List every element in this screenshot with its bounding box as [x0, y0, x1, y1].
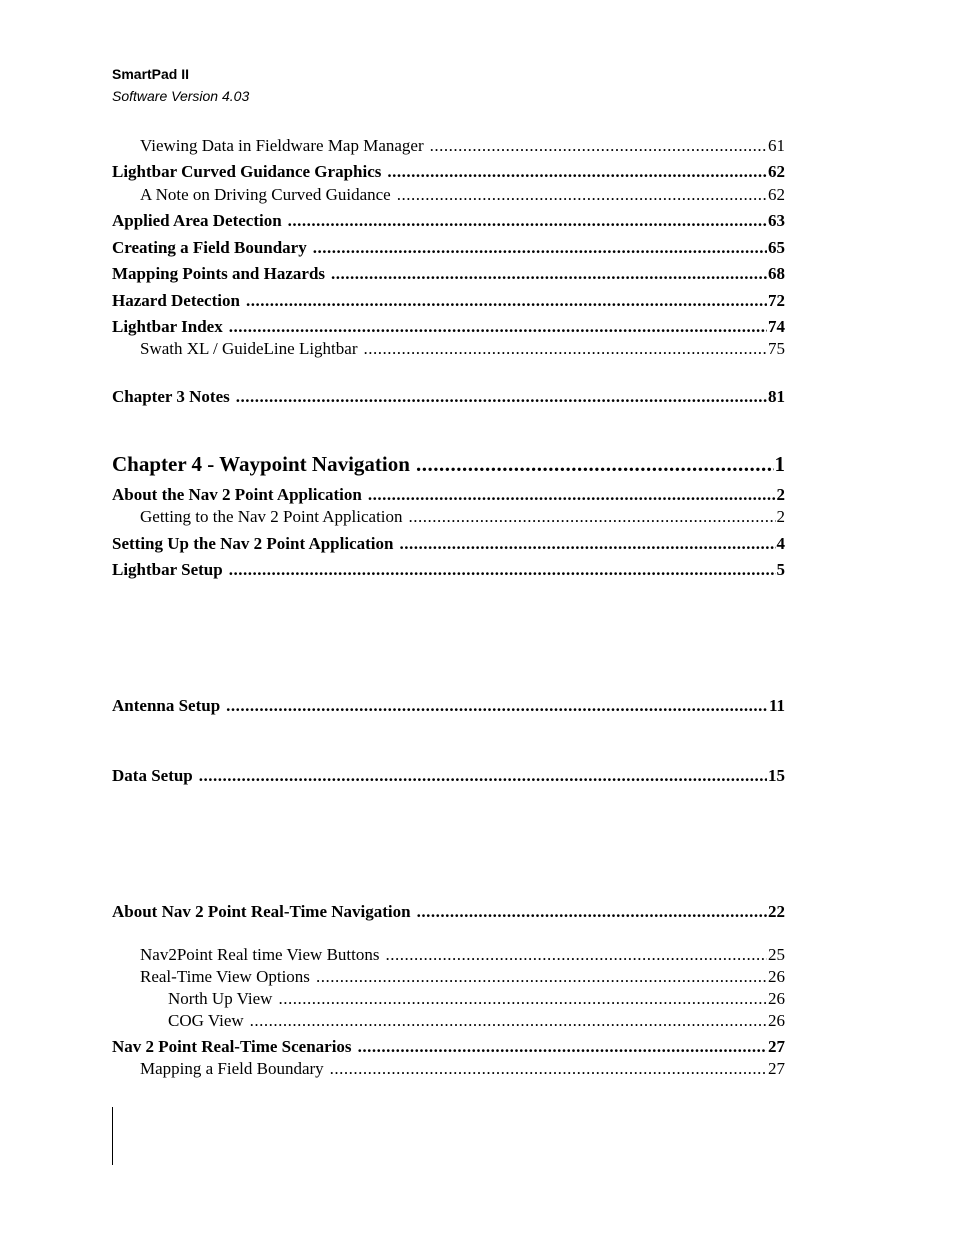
dot-leader — [430, 136, 767, 156]
toc-entry-page: 75 — [768, 339, 785, 358]
dot-leader — [358, 1037, 767, 1057]
dot-leader — [250, 1011, 767, 1031]
toc-entry[interactable] — [112, 387, 785, 407]
toc-entry[interactable] — [112, 211, 785, 231]
toc-entry[interactable] — [112, 264, 785, 284]
product-name: SmartPad II — [112, 66, 190, 82]
dot-leader — [364, 339, 768, 359]
dot-leader — [278, 989, 767, 1009]
toc-entry-page: 61 — [768, 136, 785, 155]
toc-entry-title: Mapping a Field Boundary — [140, 1059, 324, 1078]
toc-entry-page: 74 — [768, 317, 785, 336]
toc-entry-title: COG View — [168, 1011, 244, 1030]
toc-entry-title: Antenna Setup — [112, 696, 221, 715]
toc-entry-page: 2 — [776, 485, 785, 504]
toc-entry[interactable] — [112, 485, 785, 505]
toc-entry-title: Hazard Detection — [112, 291, 240, 310]
dot-leader — [316, 967, 767, 987]
toc-entry[interactable] — [112, 560, 785, 580]
toc-entry-page: 62 — [768, 162, 785, 181]
toc-entry-page: 11 — [768, 696, 785, 715]
dot-leader — [229, 317, 767, 337]
dot-leader — [416, 452, 774, 476]
dot-leader — [399, 534, 775, 554]
toc-entry[interactable] — [140, 507, 785, 527]
toc-entry-title: Lightbar Curved Guidance Graphics — [112, 162, 382, 181]
toc-entry[interactable] — [140, 1059, 785, 1079]
toc-entry[interactable] — [140, 339, 785, 359]
dot-leader — [387, 162, 767, 182]
toc-entry-page: 1 — [774, 452, 785, 476]
toc-entry[interactable] — [140, 136, 785, 156]
dot-leader — [330, 1059, 767, 1079]
toc-entry[interactable] — [140, 945, 785, 965]
dot-leader — [246, 291, 767, 311]
toc-entry[interactable] — [168, 989, 785, 1009]
toc-entry-page: 25 — [768, 945, 785, 964]
toc-entry-title: About Nav 2 Point Real-Time Navigation — [112, 902, 411, 921]
toc-entry[interactable] — [112, 766, 785, 786]
toc-entry-page: 63 — [768, 211, 785, 230]
toc-entry[interactable] — [112, 291, 785, 311]
toc-entry[interactable] — [112, 696, 785, 716]
toc-entry-title: North Up View — [168, 989, 273, 1008]
toc-entry-title: About the Nav 2 Point Application — [112, 485, 362, 504]
toc-chapter-heading[interactable] — [112, 452, 785, 476]
toc-entry-page: 15 — [768, 766, 785, 785]
toc-entry-page: 26 — [768, 967, 785, 986]
toc-entry[interactable] — [112, 534, 785, 554]
dot-leader — [236, 387, 767, 407]
toc-entry-title: Setting Up the Nav 2 Point Application — [112, 534, 394, 553]
toc-entry-page: 65 — [768, 238, 785, 257]
toc-entry[interactable] — [140, 967, 785, 987]
toc-entry-page: 22 — [768, 902, 785, 921]
page-header — [112, 66, 249, 105]
toc-entry-page: 26 — [768, 1011, 785, 1030]
toc-entry-title: Getting to the Nav 2 Point Application — [140, 507, 403, 526]
dot-leader — [229, 560, 776, 580]
toc-entry-title: Real-Time View Options — [140, 967, 310, 986]
dot-leader — [417, 902, 767, 922]
toc-entry-page: 4 — [776, 534, 785, 553]
toc-entry-page: 68 — [768, 264, 785, 283]
toc-entry-title: Applied Area Detection — [112, 211, 282, 230]
toc-entry-title: Data Setup — [112, 766, 193, 785]
margin-rule — [112, 1107, 113, 1165]
software-version: Software Version 4.03 — [112, 88, 250, 104]
toc-entry-page: 81 — [768, 387, 785, 406]
toc-entry-page: 27 — [768, 1059, 785, 1078]
toc-entry-title: A Note on Driving Curved Guidance — [140, 185, 391, 204]
dot-leader — [409, 507, 776, 527]
toc-entry-title: Lightbar Setup — [112, 560, 223, 579]
toc-entry[interactable] — [140, 185, 785, 205]
toc-entry-title: Viewing Data in Fieldware Map Manager — [140, 136, 424, 155]
dot-leader — [226, 696, 768, 716]
toc-entry-page: 27 — [768, 1037, 785, 1056]
dot-leader — [386, 945, 768, 965]
toc-entry-page: 2 — [776, 507, 785, 526]
toc-entry-page: 62 — [768, 185, 785, 204]
dot-leader — [368, 485, 776, 505]
dot-leader — [313, 238, 767, 258]
toc-entry-title: Chapter 3 Notes — [112, 387, 230, 406]
toc-entry-title: Lightbar Index — [112, 317, 223, 336]
toc-entry[interactable] — [112, 238, 785, 258]
toc-entry-title: Chapter 4 - Waypoint Navigation — [112, 452, 410, 476]
dot-leader — [288, 211, 767, 231]
toc-entry[interactable] — [112, 902, 785, 922]
dot-leader — [397, 185, 767, 205]
toc-entry[interactable] — [112, 1037, 785, 1057]
toc-entry-page: 26 — [768, 989, 785, 1008]
toc-entry-title: Nav2Point Real time View Buttons — [140, 945, 380, 964]
toc-entry-title: Creating a Field Boundary — [112, 238, 307, 257]
toc-entry-title: Nav 2 Point Real-Time Scenarios — [112, 1037, 352, 1056]
toc-entry-page: 72 — [768, 291, 785, 310]
toc-entry[interactable] — [168, 1011, 785, 1031]
toc-entry[interactable] — [112, 162, 785, 182]
dot-leader — [331, 264, 767, 284]
toc-entry-page: 5 — [776, 560, 785, 579]
toc-entry-title: Mapping Points and Hazards — [112, 264, 326, 283]
toc-entry-title: Swath XL / GuideLine Lightbar — [140, 339, 358, 358]
toc-entry[interactable] — [112, 317, 785, 337]
dot-leader — [199, 766, 767, 786]
